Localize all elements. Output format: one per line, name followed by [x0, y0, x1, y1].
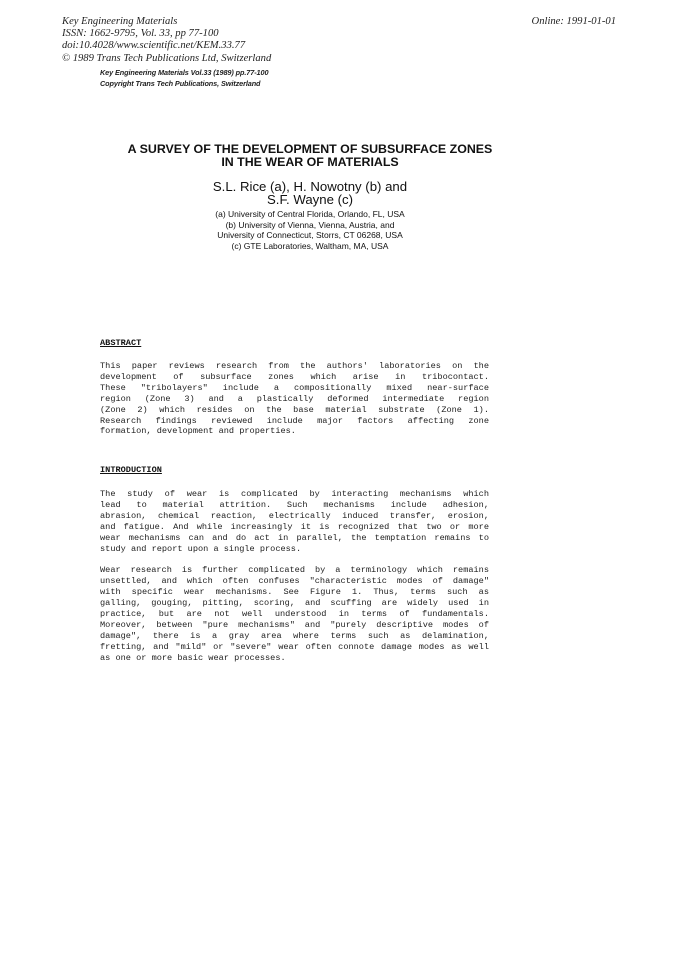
text-line: (Zone 2) which resides on the base material substrate (Zone 1).	[100, 404, 489, 415]
title-line: IN THE WEAR OF MATERIALS	[221, 155, 399, 170]
text-line: Moreover, between "pure mechanisms" and "purely descriptive modes of	[100, 619, 489, 630]
online-date: Online: 1991-01-01	[531, 16, 616, 27]
journal-name: Key Engineering Materials	[62, 16, 178, 27]
author-line: S.L. Rice (a), H. Nowotny (b) and	[212, 179, 408, 194]
text-line: fretting, and "mild" or "severe" wear often connote damage modes as well	[100, 641, 489, 652]
affiliation-line: (a) University of Central Florida, Orlando, FL, USA	[215, 209, 405, 219]
journal-citation	[100, 68, 268, 89]
doi-link[interactable]: doi:10.4028/www.scientific.net/KEM.33.77	[62, 40, 246, 52]
journal-copyright-line: Copyright Trans Tech Publications, Switzerland	[100, 78, 261, 88]
introduction-heading: INTRODUCTION	[100, 465, 162, 475]
text-line: lead to material attrition. Such mechanisms include adhesion,	[100, 499, 489, 510]
text-line: wear mechanisms can and do act in parallel, the temptation remains to	[100, 532, 489, 543]
abstract-body	[100, 361, 489, 437]
affiliation-line: (b) University of Vienna, Vienna, Austria, and	[225, 219, 395, 230]
text-line: The study of wear is complicated by interacting mechanisms which	[100, 489, 489, 499]
text-line: damage", there is a gray area where terms such as delamination,	[100, 630, 489, 641]
text-line: development of subsurface zones which arise in tribocontact.	[100, 371, 489, 382]
text-line: study and report upon a single process.	[100, 543, 302, 554]
title-line: A SURVEY OF THE DEVELOPMENT OF SUBSURFACE ZONES	[127, 142, 493, 156]
publication-metadata	[62, 16, 271, 65]
text-line: galling, gouging, pitting, scoring, and scuffing are widely used in	[100, 598, 489, 609]
text-line: formation, development and properties.	[100, 426, 296, 437]
affiliation-line: University of Connecticut, Storrs, CT 06268, USA	[217, 230, 403, 241]
journal-volume-line: Key Engineering Materials Vol.33 (1989) pp.77-100	[100, 68, 269, 77]
issn-volume-pages: ISSN: 1662-9795, Vol. 33, pp 77-100	[62, 28, 219, 40]
author-line: S.F. Wayne (c)	[267, 192, 353, 208]
introduction-body	[100, 489, 489, 663]
paper-title	[0, 143, 620, 169]
text-line: unsettled, and which often confuses "characteristic modes of damage"	[100, 576, 489, 587]
text-line: with specific wear mechanisms. See Figure 1. Thus, terms such as	[100, 587, 489, 598]
text-line: This paper reviews research from the authors' laboratories on the	[100, 361, 489, 371]
text-line: practice, but are not well understood in terms of fundamentals.	[100, 608, 489, 619]
text-line: as one or more basic wear processes.	[100, 652, 286, 663]
author-list	[0, 180, 620, 207]
text-line: These "tribolayers" include a compositionally mixed near-surface	[100, 382, 489, 393]
abstract-heading: ABSTRACT	[100, 338, 142, 348]
text-line: and fatigue. And while increasingly it is recognized that two or more	[100, 521, 489, 532]
affiliation-line: (c) GTE Laboratories, Waltham, MA, USA	[231, 240, 389, 251]
text-line: Wear research is further complicated by a terminology which remains	[100, 565, 489, 576]
affiliation-list	[0, 209, 620, 251]
text-line: Research findings reviewed include major factors affecting zone	[100, 415, 489, 426]
text-line: abrasion, chemical reaction, electrically induced transfer, erosion,	[100, 510, 489, 521]
text-line: region (Zone 3) and a plastically deformed intermediate region	[100, 393, 489, 404]
copyright-line: © 1989 Trans Tech Publications Ltd, Switzerland	[62, 52, 272, 64]
